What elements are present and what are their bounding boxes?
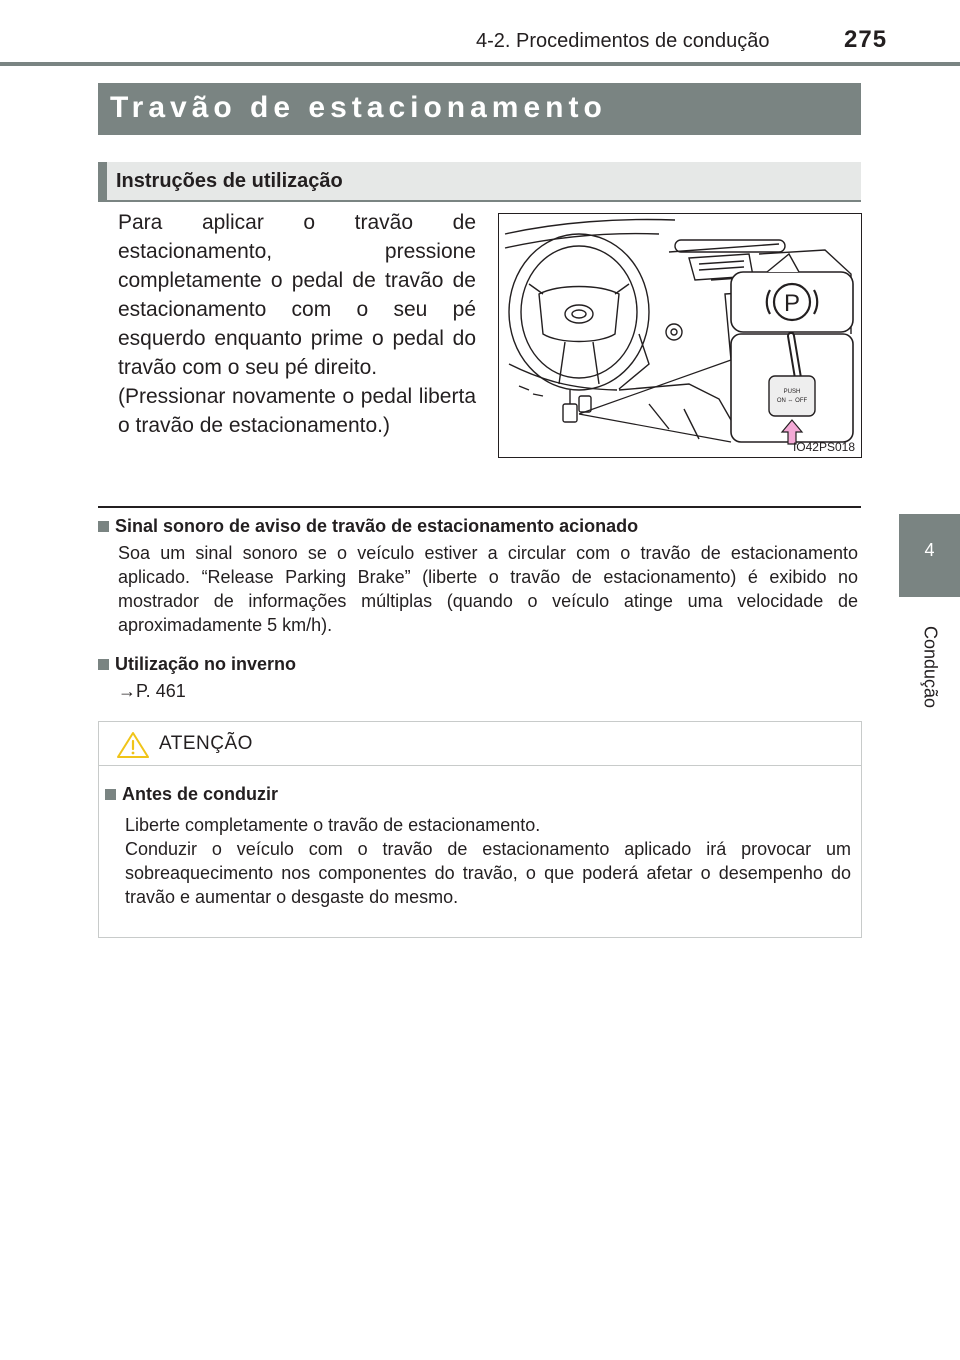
- warning-heading-text: Antes de conduzir: [122, 784, 279, 804]
- pedal-label-onoff: ON ⇔ OFF: [776, 398, 808, 404]
- warning-content: [105, 784, 851, 909]
- warning-line-1: Liberte completamente o travão de estacionamento.: [125, 815, 541, 835]
- page-number: 275: [844, 26, 888, 53]
- chapter-number: 4: [924, 540, 935, 560]
- intro-release: (Pressionar novamente o pedal liberta o travão de estacionamento.): [118, 385, 476, 437]
- warning-heading: [105, 784, 851, 805]
- section-title: Travão de estacionamento: [110, 91, 607, 124]
- header-divider: [0, 62, 960, 66]
- parking-brake-illustration: [498, 213, 862, 458]
- note-heading: [98, 654, 858, 675]
- square-bullet-icon: [98, 521, 109, 532]
- note-warning-buzzer: [98, 516, 858, 637]
- warning-label: ATENÇÃO: [159, 733, 253, 754]
- note-heading-text: Utilização no inverno: [115, 654, 297, 674]
- note-winter-use: [98, 654, 858, 703]
- chapter-label-tab: [899, 597, 960, 737]
- subsection-header: [98, 162, 861, 202]
- note-heading: [98, 516, 858, 537]
- pedal-label-push: PUSH: [783, 389, 801, 395]
- subsection-title: Instruções de utilização: [116, 170, 343, 192]
- warning-box: [98, 721, 862, 938]
- parking-symbol: P: [783, 290, 801, 317]
- square-bullet-icon: [98, 659, 109, 670]
- figure-code: IO42PS018: [792, 440, 855, 454]
- note-heading-text: Sinal sonoro de aviso de travão de estacionamento acionado: [115, 516, 639, 536]
- chapter-tab: [899, 514, 960, 597]
- subsection-accent: [98, 162, 107, 200]
- intro-text: [118, 208, 476, 440]
- warning-triangle-icon: [116, 731, 150, 759]
- square-bullet-icon: [105, 789, 116, 800]
- header-section-title: 4-2. Procedimentos de condução: [476, 30, 770, 52]
- intro-main: Para aplicar o travão de estacionamento, pressione completamente o pedal de travão de estacionamento com o seu pé esquerdo enquanto prime o pedal do travão com o seu pé direito.: [118, 211, 476, 379]
- chapter-label: Condução: [920, 625, 940, 709]
- page-reference-link[interactable]: →P. 461: [118, 681, 186, 701]
- warning-line-2: Conduzir o veículo com o travão de estacionamento aplicado irá provocar um sobreaquecimento nos componentes do travão, o que poderá afetar o desempenho do travão e aumentar o desgaste do mesmo.: [125, 839, 851, 907]
- warning-header: [99, 722, 861, 766]
- note-body: Soa um sinal sonoro se o veículo estiver a circular com o travão de estacionamento aplicado. “Release Parking Brake” (liberte o travão de estacionamento) é exibido no mostrador de informações múltiplas (quando o veículo atinge uma velocidade de aproximadamente 5 km/h).: [118, 543, 858, 635]
- parking-pedal: [769, 376, 815, 416]
- section-title-bar: [98, 83, 861, 135]
- section-divider: [98, 506, 861, 508]
- dashboard-drawing: [499, 214, 863, 459]
